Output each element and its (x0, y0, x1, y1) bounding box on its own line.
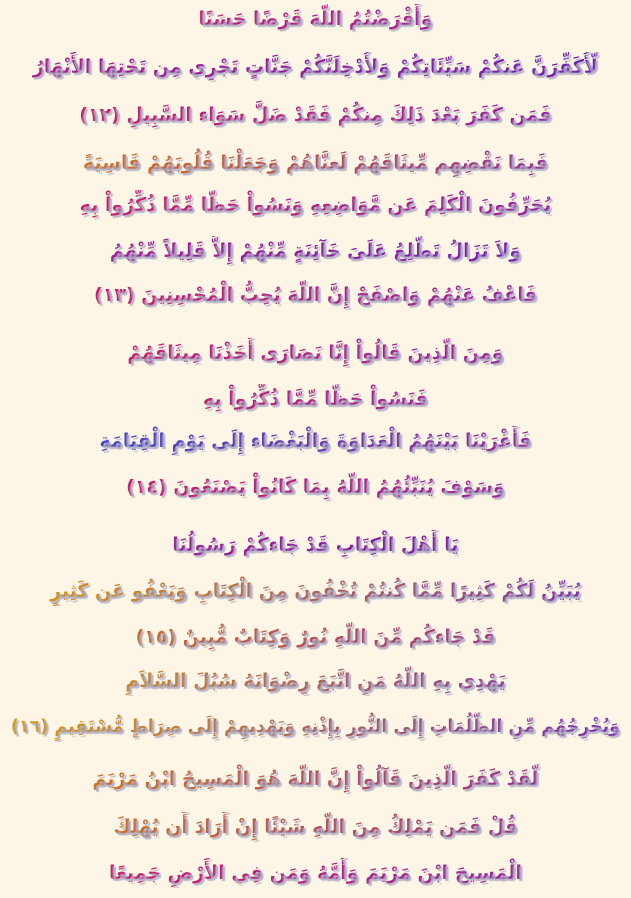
verse-line-16: وَيُخْرِجُهُم مِّنِ الظُّلُمَاتِ إِلَى النُّورِ بِإِذْنِهِ وَيَهْدِيهِمْ إِلَى صِرَاطٍ مُّسْتَقِيمٍ (١٦) (6, 712, 625, 742)
verse-line-17: لَّقَدْ كَفَرَ الَّذِينَ قَآلُواْ إِنَّ اللّهَ هُوَ الْمَسِيحُ ابْنُ مَرْيَمَ (6, 764, 625, 794)
verse-line-19: الْمَسِيحَ ابْنَ مَرْيَمَ وَأُمَّهُ وَمَن فِي الأَرْضِ جَمِيعًا (6, 858, 625, 888)
verse-line-10: فَأَغْرَيْنَا بَيْنَهُمُ الْعَدَاوَةَ وَالْبَغْضَاء إِلَى يَوْمِ الْقِيَامَةِ (6, 426, 625, 456)
verse-line-14: قَدْ جَاءكُم مِّنَ اللّهِ نُورٌ وَكِتَابٌ مُّبِينٌ (١٥) (6, 622, 625, 652)
verse-line-13: يُبَيِّنُ لَكُمْ كَثِيرًا مِّمَّا كُنتُمْ تُخْفُونَ مِنَ الْكِتَابِ وَيَعْفُو عَن كَثِيرٍ (6, 576, 625, 606)
verse-line-11: وَسَوْفَ يُنَبِّئُهُمُ اللّهُ بِمَا كَانُواْ يَصْنَعُونَ (١٤) (6, 472, 625, 502)
verse-line-6: وَلاَ تَزَالُ تَطَّلِعُ عَلَىَ خَآئِنَةٍ مِّنْهُمْ إِلاَّ قَلِيلاً مِّنْهُمُ (6, 236, 625, 266)
verse-line-4: فَبِمَا نَقْضِهِم مِّيثَاقَهُمْ لَعنَّاهُمْ وَجَعَلْنَا قُلُوبَهُمْ قَاسِيَةً (6, 148, 625, 178)
verse-line-5: يُحَرِّفُونَ الْكَلِمَ عَن مَّوَاضِعِهِ وَنَسُواْ حَظًّا مِّمَّا ذُكِّرُواْ بِهِ (6, 190, 625, 220)
verse-line-8: وَمِنَ الَّذِينَ قَالُواْ إِنَّا نَصَارَى أَخَذْنَا مِيثَاقَهُمْ (6, 338, 625, 368)
verse-line-12: يَا أَهْلَ الْكِتَابِ قَدْ جَاءكُمْ رَسُولُنَا (6, 530, 625, 560)
verse-line-15: يَهْدِي بِهِ اللّهُ مَنِ اتَّبَعَ رِضْوَانَهُ سُبُلَ السَّلاَمِ (6, 666, 625, 696)
verse-line-2: لَّأُكَفِّرَنَّ عَنكُمْ سَيِّئَاتِكُمْ وَلأُدْخِلَنَّكُمْ جَنَّاتٍ تَجْرِي مِن تَحْتِهَا الأَنْهَارُ (6, 52, 625, 82)
verse-line-1: وَأَقْرَضْتُمُ اللّهَ قَرْضًا حَسَنًا (6, 4, 625, 34)
verse-line-9: فَنَسُواْ حَظًّا مِّمَّا ذُكِّرُواْ بِهِ (6, 384, 625, 414)
verse-line-7: فَاعْفُ عَنْهُمْ وَاصْفَحْ إِنَّ اللّهَ يُحِبُّ الْمُحْسِنِينَ (١٣) (6, 280, 625, 310)
verse-line-3: فَمَن كَفَرَ بَعْدَ ذَلِكَ مِنكُمْ فَقَدْ ضَلَّ سَوَاء السَّبِيلِ (١٢) (6, 100, 625, 130)
verse-line-18: قُلْ فَمَن يَمْلِكُ مِنَ اللّهِ شَيْئًا إِنْ أَرَادَ أَن يُهْلِكَ (6, 812, 625, 842)
